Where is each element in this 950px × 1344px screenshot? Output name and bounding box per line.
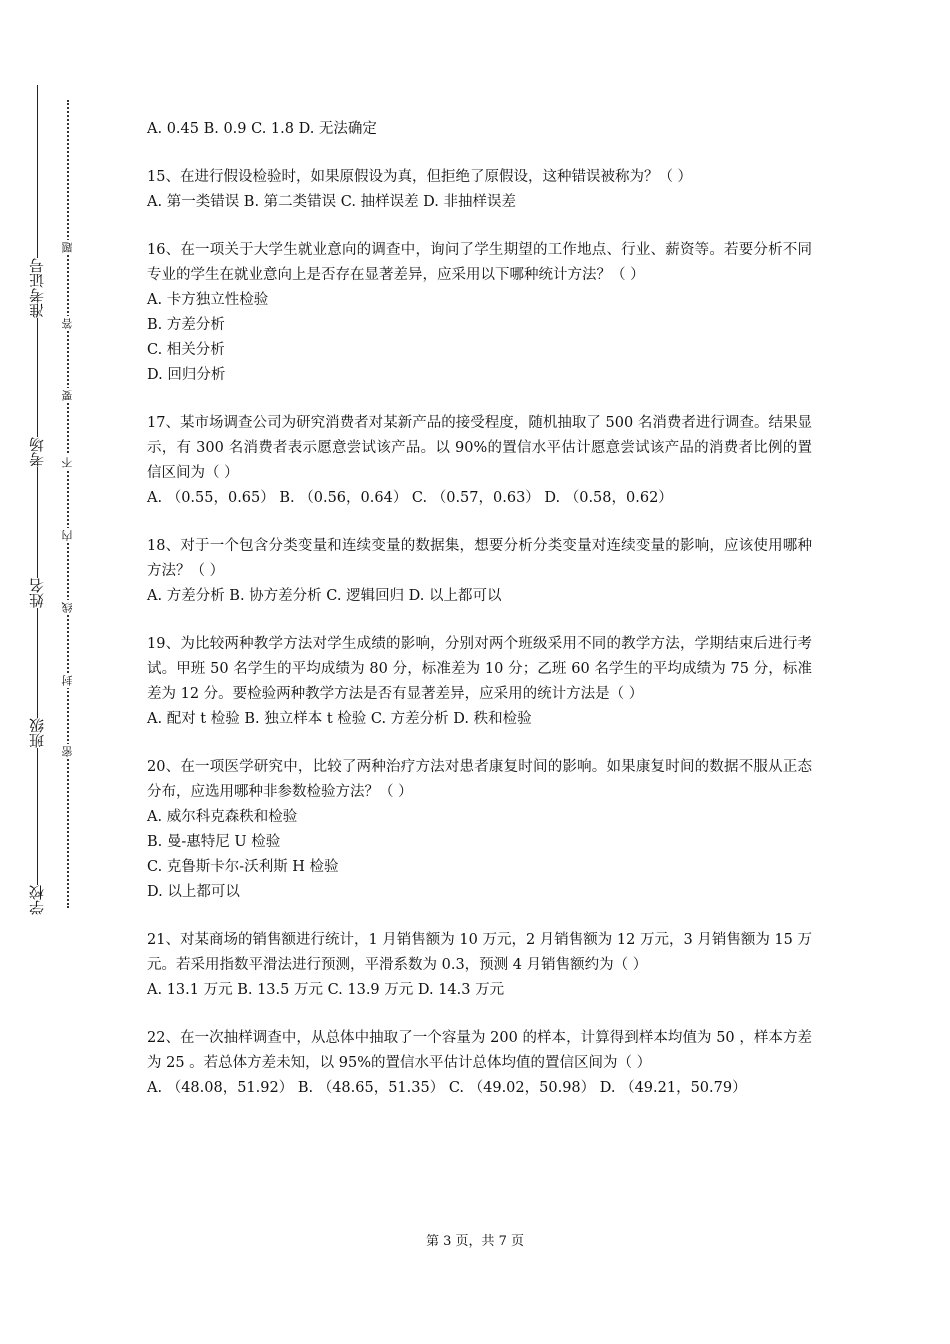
question-options: A. （0.55，0.65） B. （0.56，0.64） C. （0.57，0.63） D. （0.58，0.62） bbox=[147, 490, 673, 506]
question-22 bbox=[147, 1026, 812, 1101]
option-c: C. 相关分析 bbox=[147, 342, 225, 358]
question-list bbox=[147, 117, 812, 1124]
page-footer: 第 3 页，共 7 页 bbox=[425, 1234, 525, 1249]
question-15 bbox=[147, 165, 812, 215]
question-options: A. 方差分析 B. 协方差分析 C. 逻辑回归 D. 以上都可以 bbox=[147, 588, 502, 604]
field-school-label: 学校 bbox=[20, 885, 54, 915]
question-options: A. （48.08，51.92） B. （48.65，51.35） C. （49.02，50.98） D. （49.21，50.79） bbox=[147, 1080, 747, 1096]
question-options: A. 0.45 B. 0.9 C. 1.8 D. 无法确定 bbox=[147, 121, 377, 137]
question-14 bbox=[147, 117, 812, 142]
question-stem: 16、在一项关于大学生就业意向的调查中，询问了学生期望的工作地点、行业、薪资等。若要分析不同专业的学生在就业意向上是否存在显著差异，应采用以下哪种统计方法？（ ） bbox=[147, 242, 812, 283]
question-21 bbox=[147, 928, 812, 1003]
seal-char: 线 bbox=[61, 602, 74, 613]
seal-char: 题 bbox=[61, 242, 74, 253]
field-name-label: 姓名 bbox=[20, 578, 54, 608]
question-stem: 18、对于一个包含分类变量和连续变量的数据集，想要分析分类变量对连续变量的影响，应该使用哪种方法？（ ） bbox=[147, 538, 812, 579]
margin-dotted-line bbox=[67, 100, 69, 908]
seal-char: 封 bbox=[61, 675, 74, 686]
margin-solid-line bbox=[37, 85, 38, 915]
question-options: A. 13.1 万元 B. 13.5 万元 C. 13.9 万元 D. 14.3 万元 bbox=[147, 982, 505, 998]
question-stem: 22、在一次抽样调查中，从总体中抽取了一个容量为 200 的样本，计算得到样本均值为 50 ，样本方差为 25 。若总体方差未知，以 95%的置信水平估计总体均值的置信区间为（ ） bbox=[147, 1030, 812, 1071]
question-stem: 20、在一项医学研究中，比较了两种治疗方法对患者康复时间的影响。如果康复时间的数据不服从正态分布，应选用哪种非参数检验方法？（ ） bbox=[147, 759, 812, 800]
option-a: A. 卡方独立性检验 bbox=[147, 292, 269, 308]
question-16 bbox=[147, 238, 812, 388]
option-d: D. 回归分析 bbox=[147, 367, 226, 383]
field-exam-room-label: 考场 bbox=[20, 437, 54, 467]
question-options: A. 第一类错误 B. 第二类错误 C. 抽样误差 D. 非抽样误差 bbox=[147, 194, 517, 210]
option-d: D. 以上都可以 bbox=[147, 884, 240, 900]
question-19 bbox=[147, 632, 812, 732]
seal-char: 要 bbox=[61, 390, 74, 401]
question-stem: 21、对某商场的销售额进行统计，1 月销售额为 10 万元，2 月销售额为 12 万元，3 月销售额为 15 万元。若采用指数平滑法进行预测，平滑系数为 0.3，预测 4 月销售额约为（ ） bbox=[147, 932, 812, 973]
field-exam-number-label: 准考证号 bbox=[20, 258, 54, 318]
question-options: A. 配对 t 检验 B. 独立样本 t 检验 C. 方差分析 D. 秩和检验 bbox=[147, 711, 532, 727]
question-stem: 17、某市场调查公司为研究消费者对某新产品的接受程度，随机抽取了 500 名消费者进行调查。结果显示，有 300 名消费者表示愿意尝试该产品。以 90%的置信水平估计愿意尝试该产品的消费者比例的置信区间为（ ） bbox=[147, 415, 812, 481]
option-c: C. 克鲁斯卡尔-沃利斯 H 检验 bbox=[147, 859, 339, 875]
field-class-label: 班级 bbox=[20, 718, 54, 748]
question-stem: 15、在进行假设检验时，如果原假设为真，但拒绝了原假设，这种错误被称为？（ ） bbox=[147, 169, 693, 185]
question-20 bbox=[147, 755, 812, 905]
question-17 bbox=[147, 411, 812, 511]
question-18 bbox=[147, 534, 812, 609]
seal-char: 不 bbox=[61, 457, 74, 468]
seal-char: 答 bbox=[61, 318, 74, 329]
option-b: B. 曼-惠特尼 U 检验 bbox=[147, 834, 281, 850]
question-stem: 19、为比较两种教学方法对学生成绩的影响，分别对两个班级采用不同的教学方法，学期结束后进行考试。甲班 50 名学生的平均成绩为 80 分，标准差为 10 分；乙班 60 名学生的平均成绩为 75 分，标准差为 12 分。要检验两种教学方法是否有显著差异，应采用的统计方法是（ ） bbox=[147, 636, 812, 702]
seal-char: 内 bbox=[61, 530, 74, 541]
seal-char: 密 bbox=[61, 746, 74, 757]
option-a: A. 威尔科克森秩和检验 bbox=[147, 809, 298, 825]
option-b: B. 方差分析 bbox=[147, 317, 225, 333]
